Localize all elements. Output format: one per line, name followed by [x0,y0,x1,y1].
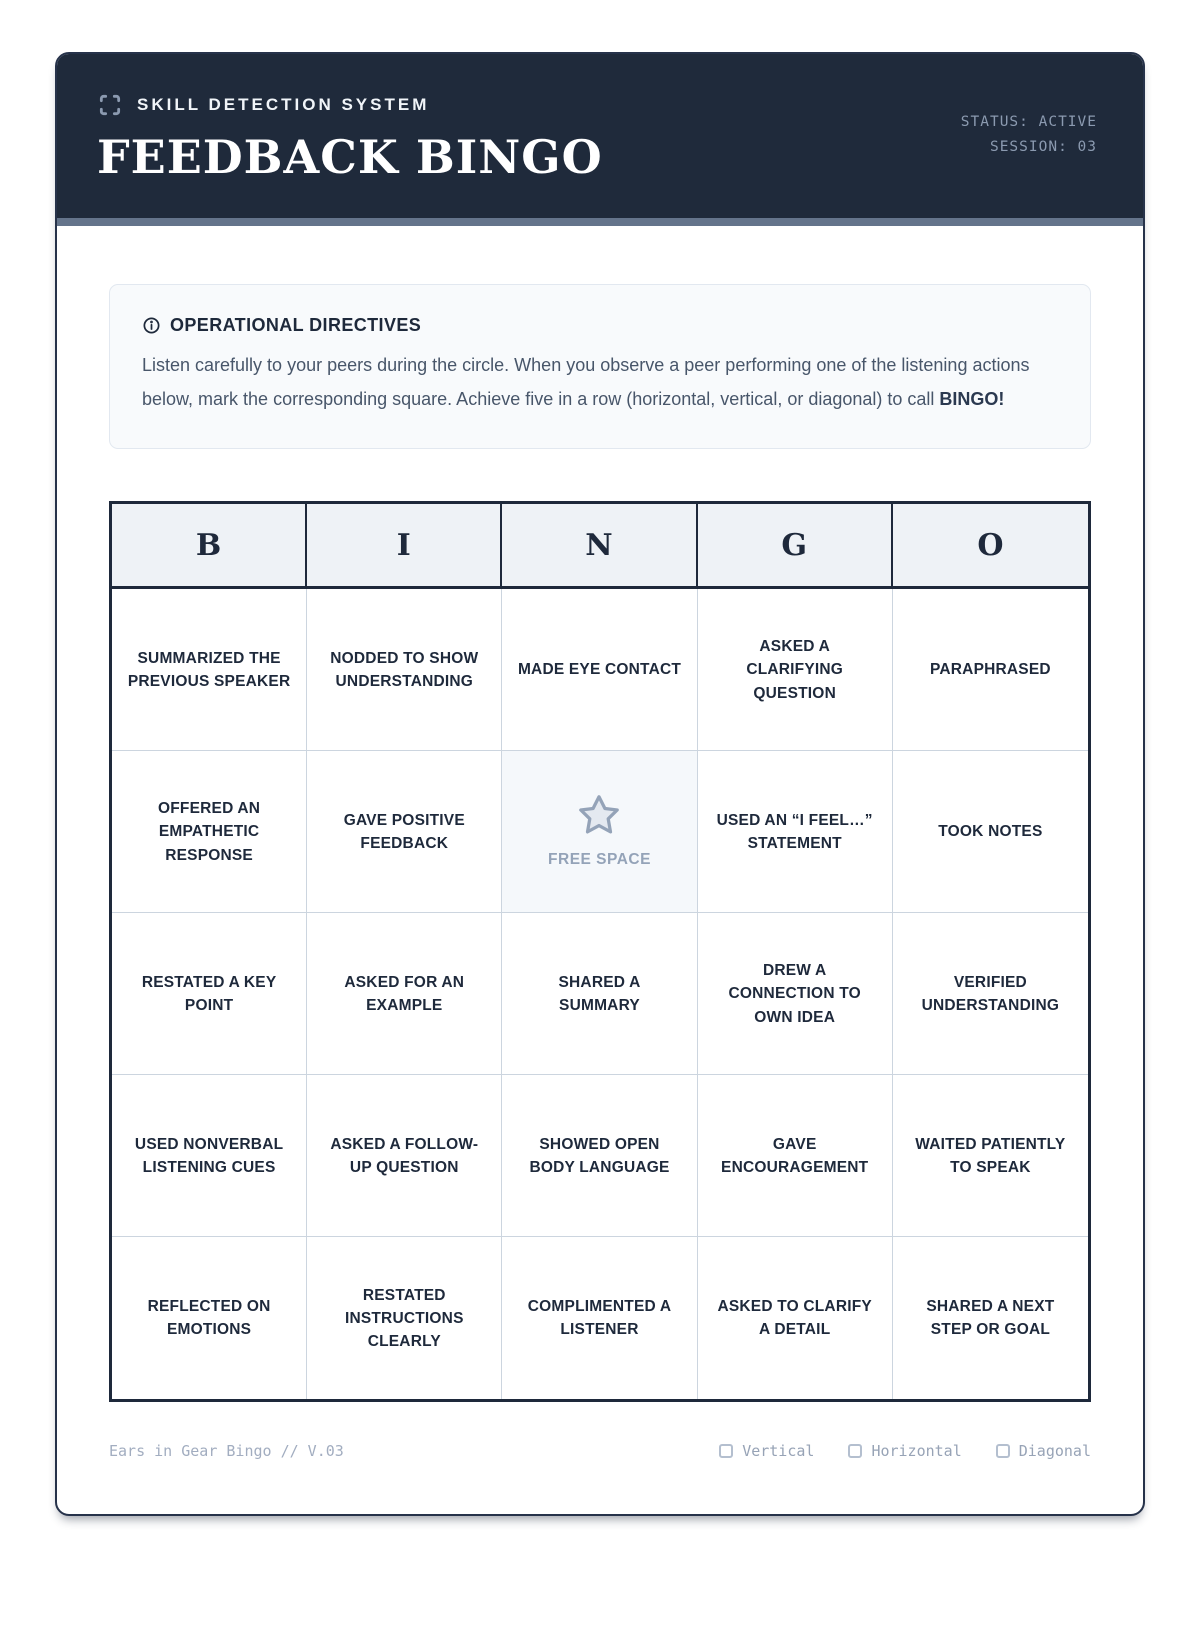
session-meta [961,110,1097,161]
footer-credit: Ears in Gear Bingo // V.03 [109,1442,344,1461]
directives-text-main: Listen carefully to your peers during the circle. When you observe a peer performing one of the listening actions below, mark the corresponding square. Achieve five in a row (horizontal, vertical, or diagonal) to call [142,355,1030,410]
checkbox-icon[interactable] [719,1444,733,1458]
bingo-cell[interactable] [698,913,893,1075]
bingo-cell-label: ASKED A FOLLOW-UP QUESTION [330,1135,479,1176]
bingo-letter-g: G [698,504,893,586]
session-badge: SESSION: 03 [989,139,1097,156]
bingo-grid-body [112,589,1088,1399]
bingo-cell[interactable] [112,751,307,913]
bingo-cell[interactable] [112,913,307,1075]
bingo-cell-label: DREW A CONNECTION TO OWN IDEA [728,962,861,1026]
checkbox-icon[interactable] [996,1444,1010,1458]
bingo-grid-header [112,504,1088,589]
brand-row [97,92,1097,118]
checkbox-icon[interactable] [848,1444,862,1458]
bingo-cell[interactable] [112,1237,307,1399]
bingo-cell[interactable] [893,751,1088,913]
bingo-cell[interactable] [698,1075,893,1237]
bingo-cell-label: ASKED A CLARIFYING QUESTION [746,638,844,702]
directives-text [142,348,1058,416]
bingo-cell-label: NODDED TO SHOW UNDERSTANDING [330,649,479,690]
bingo-cell[interactable] [698,1237,893,1399]
bingo-cell-label: SHARED A SUMMARY [558,973,641,1014]
bingo-cell-label: USED NONVERBAL LISTENING CUES [134,1135,284,1176]
bingo-cell[interactable] [307,1237,502,1399]
checkbox-diagonal-label: Diagonal [1018,1442,1091,1461]
bingo-cell-label: SHOWED OPEN BODY LANGUAGE [529,1135,670,1176]
bingo-cell-label: ASKED TO CLARIFY A DETAIL [717,1298,872,1339]
bingo-cell-label: RESTATED A KEY POINT [141,973,277,1014]
bingo-cell[interactable] [698,751,893,913]
page-title: FEEDBACK BINGO [97,130,603,184]
bingo-card [55,52,1145,1516]
directives-title [142,315,1058,336]
bingo-cell-label: USED AN “I FEEL…” STATEMENT [716,811,873,852]
bingo-grid [109,501,1091,1402]
bingo-cell-label: TOOK NOTES [938,823,1043,841]
card-header [57,54,1143,226]
checkbox-horizontal[interactable] [848,1442,961,1460]
bingo-letter-o: O [977,527,1004,563]
status-badge: STATUS: ACTIVE [960,114,1097,130]
bingo-cell[interactable] [893,1075,1088,1237]
bingo-cell-label: WAITED PATIENTLY TO SPEAK [915,1135,1066,1176]
bingo-cell[interactable] [307,751,502,913]
bingo-cell[interactable] [112,589,307,751]
card-footer [109,1442,1091,1460]
bingo-cell-label: GAVE ENCOURAGEMENT [721,1135,869,1176]
checkbox-horizontal-label: Horizontal [871,1442,962,1461]
bingo-cell[interactable] [502,589,697,751]
scan-frame-icon [97,92,123,118]
bingo-cell-label: OFFERED AN EMPATHETIC RESPONSE [158,800,261,864]
bingo-cell[interactable] [893,913,1088,1075]
free-space-label: FREE SPACE [548,851,651,869]
directives-text-bold: BINGO! [939,389,1005,410]
bingo-cell-label: GAVE POSITIVE FEEDBACK [343,811,465,852]
bingo-cell-label: VERIFIED UNDERSTANDING [921,973,1060,1014]
bingo-cell[interactable] [307,913,502,1075]
bingo-cell[interactable] [112,1075,307,1237]
bingo-cell[interactable] [307,1075,502,1237]
footer-checklist [719,1442,1091,1460]
bingo-cell[interactable] [893,1237,1088,1399]
bingo-cell-label: ASKED FOR AN EXAMPLE [344,973,465,1014]
star-icon [576,792,622,838]
bingo-cell[interactable] [307,589,502,751]
bingo-cell[interactable] [502,1237,697,1399]
bingo-cell-label: RESTATED INSTRUCTIONS CLEARLY [344,1286,464,1350]
bingo-cell-label: MADE EYE CONTACT [517,661,682,679]
bingo-cell-label: PARAPHRASED [930,661,1051,679]
bingo-cell[interactable] [502,1075,697,1237]
bingo-cell[interactable] [698,589,893,751]
directives-box [109,284,1091,449]
bingo-cell-label: SUMMARIZED THE PREVIOUS SPEAKER [127,649,291,690]
bingo-cell-label: REFLECTED ON EMOTIONS [147,1298,271,1339]
checkbox-vertical-label: Vertical [742,1442,815,1461]
brand-label: SKILL DETECTION SYSTEM [137,95,430,114]
free-space-cell[interactable] [502,751,697,913]
bingo-letter-b: B [112,504,307,586]
checkbox-diagonal[interactable] [996,1442,1091,1460]
bingo-cell-label: SHARED A NEXT STEP OR GOAL [926,1298,1055,1339]
bingo-cell[interactable] [893,589,1088,751]
bingo-cell-label: COMPLIMENTED A LISTENER [527,1298,672,1339]
bingo-letter-n: N [502,504,697,586]
bingo-letter-i: I [307,504,502,586]
directives-title-label: OPERATIONAL DIRECTIVES [170,315,422,335]
card-content [57,284,1143,1514]
bingo-cell[interactable] [502,913,697,1075]
checkbox-vertical[interactable] [719,1442,814,1460]
info-icon [142,316,161,335]
